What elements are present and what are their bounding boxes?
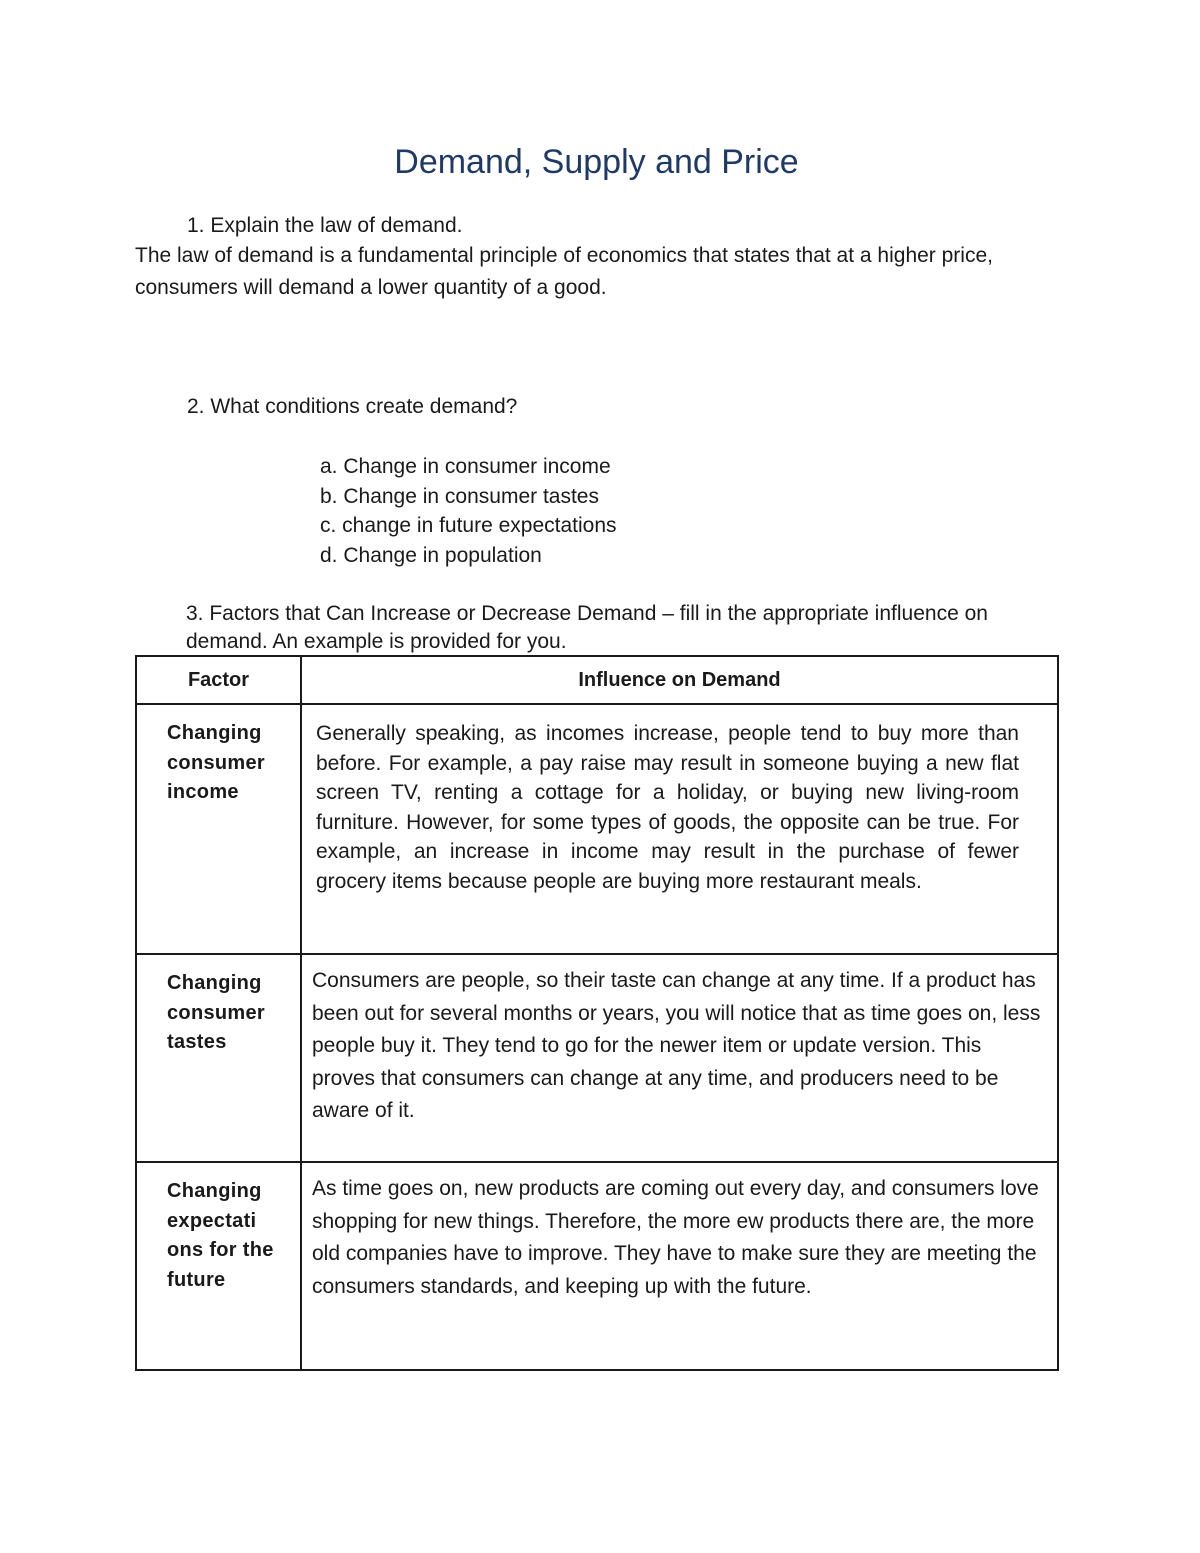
factor-cell: Changing expectati ons for the future [136, 1162, 301, 1370]
condition-item: b. Change in consumer tastes [320, 484, 599, 508]
question-1-prompt: 1. Explain the law of demand. [187, 214, 463, 237]
question-1-answer: The law of demand is a fundamental principle of economics that states that at a higher price, consumers will demand a lower quantity of a good. [135, 244, 993, 299]
condition-item: a. Change in consumer income [320, 455, 611, 478]
factor-cell: Changing consumer tastes [136, 954, 301, 1162]
header-influence: Influence on Demand [301, 656, 1058, 704]
page-title: Demand, Supply and Price [394, 143, 799, 181]
condition-item: c. change in future expectations [320, 514, 617, 538]
header-factor: Factor [136, 656, 301, 704]
influence-cell: As time goes on, new products are coming out every day, and consumers love shopping for new things. Therefore, the more ew products there are, the more old companies have to improve. They have to make sure they are meeting the consumers standards, and keeping up with the future. [301, 1162, 1058, 1370]
table-header-row [136, 656, 1058, 704]
table-row [136, 704, 1058, 954]
factor-table [135, 655, 1059, 1371]
condition-item: d. Change in population [320, 544, 542, 568]
question-2-prompt: 2. What conditions create demand? [187, 395, 518, 418]
influence-cell: Generally speaking, as incomes increase, people tend to buy more than before. For example, a pay raise may result in someone buying a new flat screen TV, renting a cottage for a holiday, or buying new living-room furniture. However, for some types of goods, the opposite can be true. For example, an increase in income may result in the purchase of fewer grocery items because people are buying more restaurant meals. [301, 704, 1058, 954]
conditions-list [320, 452, 617, 571]
influence-cell: Consumers are people, so their taste can change at any time. If a product has been out for several months or years, you will notice that as time goes on, less people buy it. They tend to go for the newer item or update version. This proves that consumers can change at any time, and producers need to be aware of it. [301, 954, 1058, 1162]
table-row [136, 1162, 1058, 1370]
factor-cell: Changing consumer income [136, 704, 301, 954]
question-3-prompt: 3. Factors that Can Increase or Decrease Demand – fill in the appropriate influence on demand. An example is provided for you. [186, 602, 988, 653]
table-row [136, 954, 1058, 1162]
